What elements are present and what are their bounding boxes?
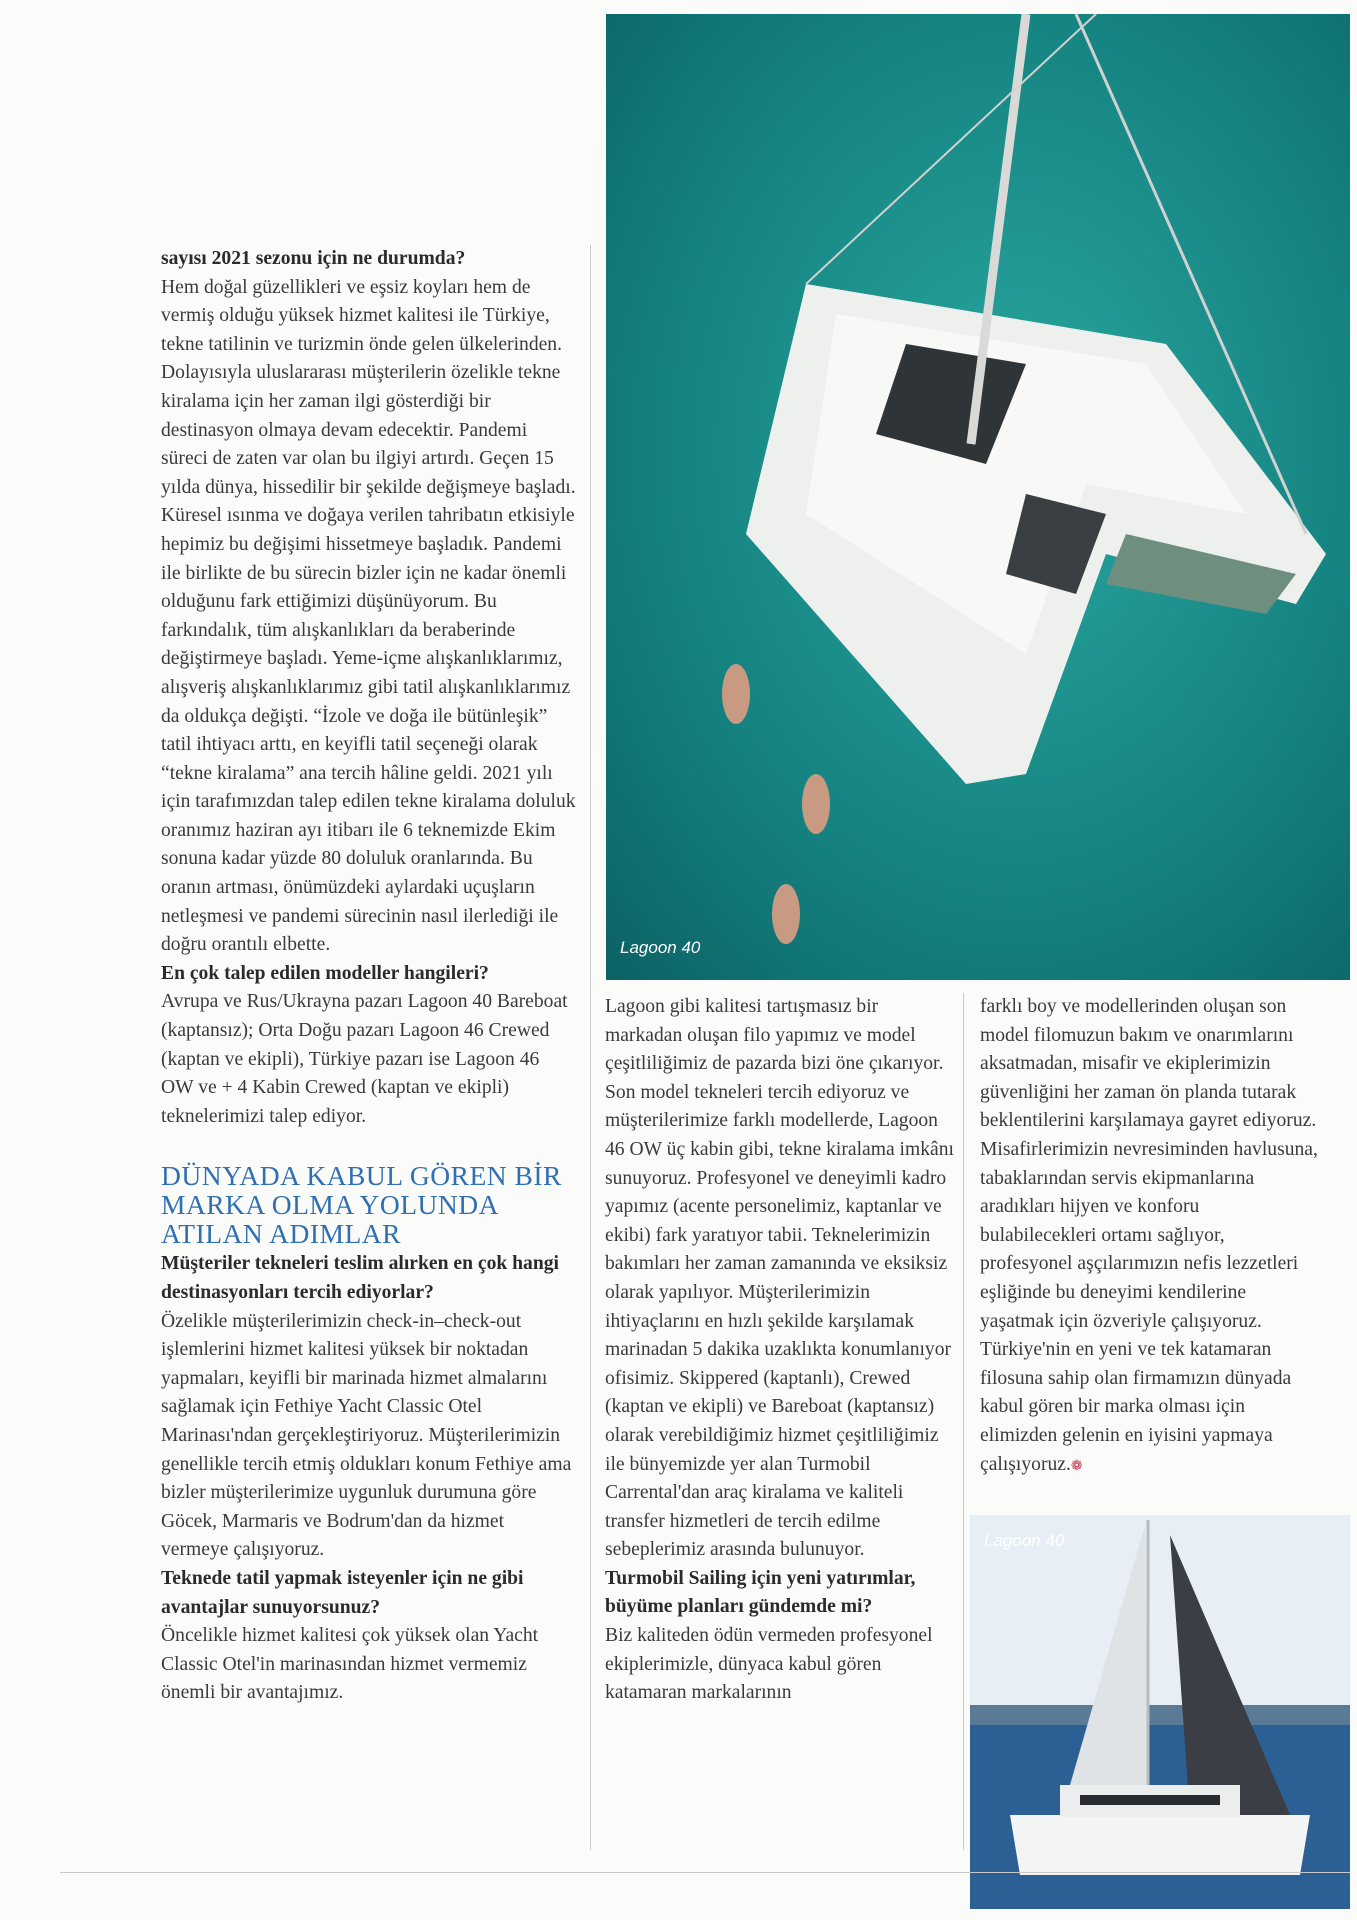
bottom-photo-caption: Lagoon 40	[984, 1531, 1065, 1550]
question-advantages: Teknede tatil yapmak isteyenler için ne gibi avantajlar sunuyorsunuz?	[161, 1567, 524, 1618]
article-column-2	[605, 993, 955, 1708]
question-investments: Turmobil Sailing için yeni yatırımlar, büyüme planları gündemde mi?	[605, 1567, 916, 1618]
closing-text: farklı boy ve modellerinden oluşan son model filomuzun bakım ve onarımlarını aksatmadan, misafir ve ekiplerimizin güvenliğini her zaman ön planda tutarak beklentilerini karşılamaya gayret ediyoruz. Misafirlerimizin nevresiminden havlusuna, tabaklarından servis ekipmanlarına aradıkları hijyen ve konforu bulabilecekleri ortamı sağlıyor, profesyonel aşçılarımızın nefis lezzetleri eşliğinde bu deneyimi kendilerine yaşatmak için özveriyle çalışıyoruz. Türkiye'nin en yeni ve tek katamaran filosuna sahip olan firmamızın dünyada kabul gören bir marka olması için elimizden gelenin en iyisini yapmaya çalışıyoruz.	[980, 996, 1318, 1475]
answer-advantages: Öncelikle hizmet kalitesi çok yüksek olan Yacht Classic Otel'in marinasından hizmet vermemiz önemli bir avantajımız.	[161, 1625, 539, 1704]
answer-popular-models: Avrupa ve Rus/Ukrayna pazarı Lagoon 40 Bareboat (kaptansız); Orta Doğu pazarı Lagoon 46 Crewed (kaptan ve ekipli), Türkiye pazarı ise Lagoon 46 OW ve + 4 Kabin Crewed (kaptan ve ekipli) teknelerimizi talep ediyor.	[161, 991, 568, 1127]
bottom-photo-catamaran	[970, 1515, 1350, 1909]
article-column-1	[161, 245, 576, 1708]
question-destinations: Müşteriler tekneleri teslim alırken en çok hangi destinasyonları tercih ediyorlar?	[161, 1253, 559, 1303]
article-column-3	[980, 993, 1320, 1481]
footer-rule	[60, 1872, 1350, 1873]
question-popular-models: En çok talep edilen modeller hangileri?	[161, 962, 489, 984]
end-mark-icon: ❁	[1070, 1458, 1083, 1474]
fleet-paragraph: Lagoon gibi kalitesi tartışmasız bir markadan oluşan filo yapımız ve model çeşitliliğimiz de pazarda bizi öne çıkarıyor. Son model tekneleri tercih ediyoruz ve müşterilerimize farklı modellerde, Lagoon 46 OW üç kabin gibi, tekne kiralama imkânı sunuyoruz. Profesyonel ve deneyimli kadro yapımız (acente personelimiz, kaptanlar ve ekibi) fark yaratıyor tabii. Teknelerimizin bakımları her zaman zamanında ve eksiksiz olarak yapılıyor. Müşterilerimizin ihtiyaçlarını en hızlı şekilde karşılamak marinadan 5 dakika uzaklıkta konumlanıyor ofisimiz. Skippered (kaptanlı), Crewed (kaptan ve ekipli) ve Bareboat (kaptansız) olarak verebildiğimiz hizmet çeşitliliğimiz ile bünyemizde yer alan Turmobil Carrental'dan araç kiralama ve kaliteli transfer hizmetleri de tercih edilme sebeplerimiz arasında bulunuyor.	[605, 996, 954, 1561]
column-divider-left	[590, 245, 591, 1850]
intro-question: sayısı 2021 sezonu için ne durumda?	[161, 248, 466, 269]
intro-answer: Hem doğal güzellikleri ve eşsiz koyları hem de vermiş olduğu yüksek hizmet kalitesi ile Türkiye, tekne tatilinin ve turizmin önde gelen ülkelerinden. Dolayısıyla uluslararası müşterilerin özelikle tekne kiralama için her zaman ilgi gösterdiği bir destinasyon olmaya devam edecektir. Pandemi süreci de zaten var olan bu ilgiyi artırdı. Geçen 15 yılda dünya, hissedilir bir şekilde değişmeye başladı. Küresel ısınma ve doğaya verilen tahribatın etkisiyle hepimiz bu değişimi hissetmeye başladık. Pandemi ile birlikte de bu sürecin bizler için ne kadar önemli olduğunu fark ettiğimizi düşünüyorum. Bu farkındalık, tüm alışkanlıkları da beraberinde değiştirmeye başladı. Yeme-içme alışkanlıklarımız, alışveriş alışkanlıklarımız gibi tatil alışkanlıklarımız da oldukça değişti. “İzole ve doğa ile bütünleşik” tatil ihtiyacı arttı, en keyifli tatil seçeneği olarak “tekne kiralama” ana tercih hâline geldi. 2021 yılı için tarafımızdan talep edilen tekne kiralama doluluk oranımız haziran ayı itibarı ile 6 teknemizde Ekim sonuna kadar yüzde 80 doluluk oranlarında. Bu oranın artması, önümüzdeki aylardaki uçuşların netleşmesi ve pandemi sürecinin nasıl ilerlediği ile doğru orantılı elbette.	[161, 276, 576, 956]
closing-paragraph	[980, 993, 1320, 1481]
answer-destinations: Özelikle müşterilerimizin check-in–check-out işlemlerini hizmet kalitesi yüksek bir noktadan yapmaları, keyifli bir marinada hizmet almalarını sağlamak için Fethiye Yacht Classic Otel Marinası'ndan gerçekleştiriyoruz. Müşterilerimizin genellikle tercih etmiş oldukları konum Fethiye ama bizler müşterilerimize uygunluk durumuna göre Göcek, Marmaris ve Bodrum'dan da hizmet vermeye çalışıyoruz.	[161, 1310, 572, 1561]
answer-investments: Biz kaliteden ödün vermeden profesyonel ekiplerimizle, dünyaca kabul gören katamaran markalarının	[605, 1625, 933, 1704]
column-divider-right	[963, 993, 964, 1850]
top-photo-catamaran	[606, 14, 1350, 980]
top-photo-caption: Lagoon 40	[620, 938, 701, 957]
section-heading: DÜNYADA KABUL GÖREN BİR MARKA OLMA YOLUNDA ATILAN ADIMLAR	[161, 1160, 562, 1250]
